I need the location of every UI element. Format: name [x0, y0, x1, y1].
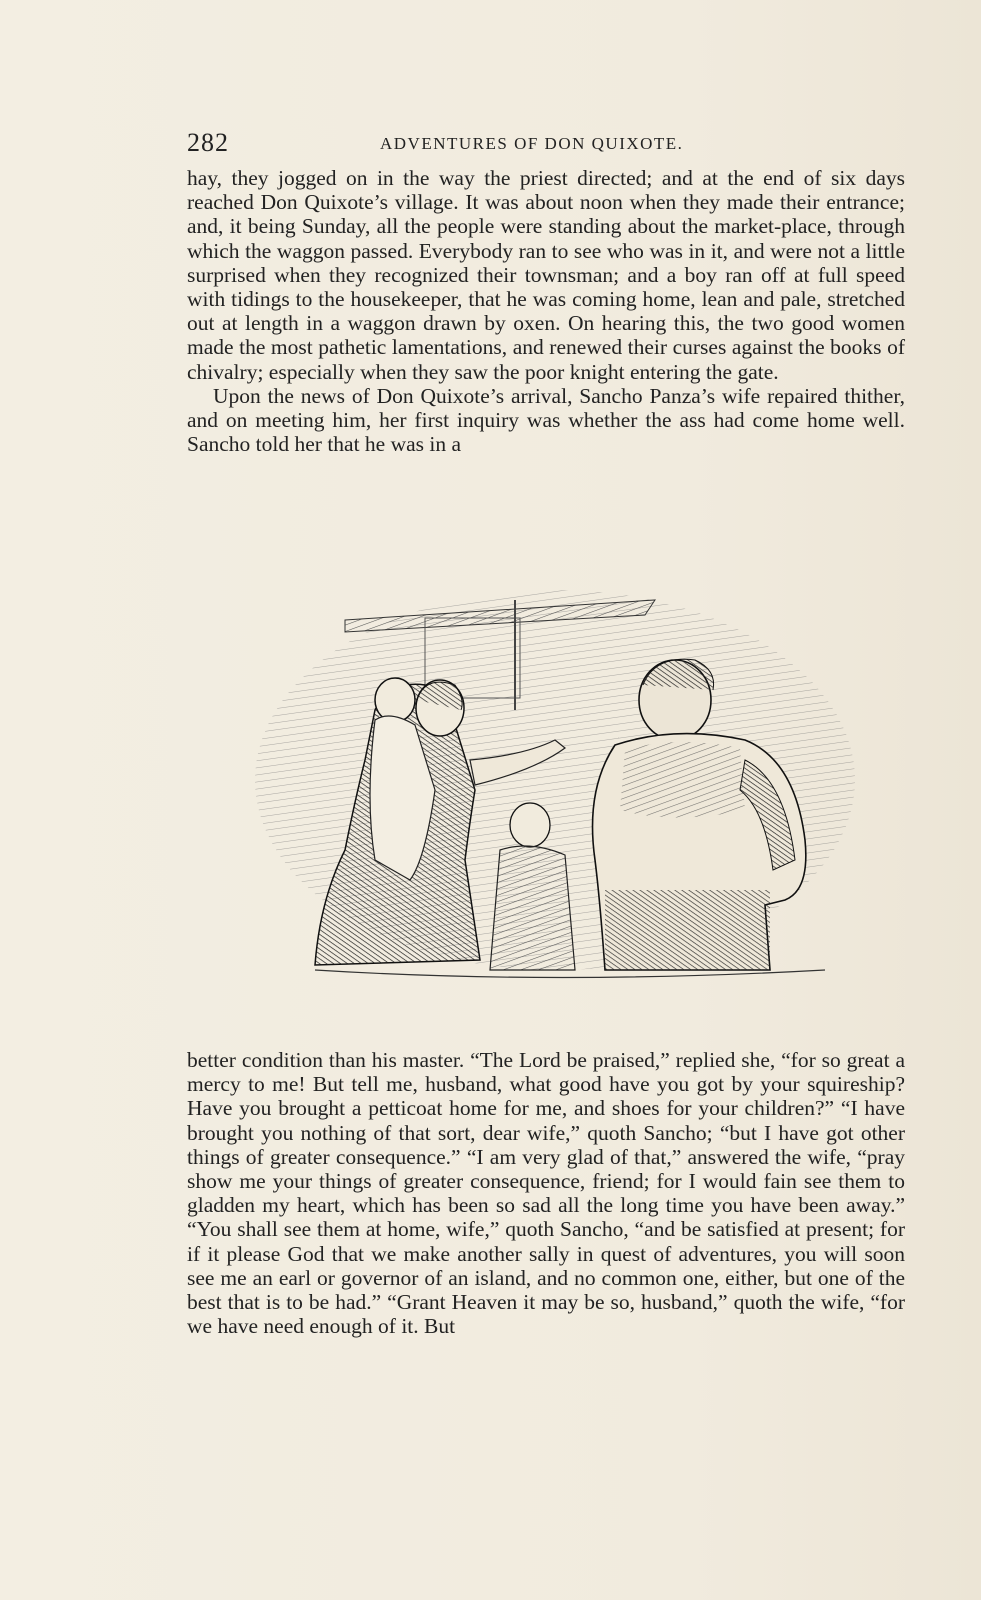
page-header	[187, 128, 907, 158]
body-text-bottom	[187, 1048, 905, 1338]
page-number: 282	[187, 128, 229, 157]
paragraph: Upon the news of Don Quixote’s arrival, Sancho Panza’s wife repaired thither, and on meeting him, her first inquiry was whether the ass had come home well. Sancho told her that he was in a	[187, 383, 905, 457]
running-head: ADVENTURES OF DON QUIXOTE.	[380, 134, 684, 153]
ground-line	[315, 970, 825, 978]
paragraph: better condition than his master. “The Lord be praised,” replied she, “for so great a mercy to me! But tell me, husband, what good have you got by your squireship? Have you brought a petticoat home for me, and shoes for your children?” “I have brought you nothing of that sort, dear wife,” quoth Sancho; “but I have got other things of greater consequence.” “I am very glad of that,” answered the wife, “pray show me your things of greater consequence, friend; for I would fain see them to gladden my heart, which has been so sad all the long time you have been away.” “You shall see them at home, wife,” quoth Sancho, “and be satisfied at present; for if it please God that we make another sally in quest of adventures, you will soon see me an earl or governor of an island, and no common one, either, but one of the best that is to be had.” “Grant Heaven it may be so, husband,” quoth the wife, “for we have need enough of it. But	[187, 1048, 905, 1339]
engraving-svg	[225, 560, 865, 1000]
body-text-top	[187, 166, 905, 456]
small-child-head	[510, 803, 550, 847]
child-head	[375, 678, 415, 722]
sancho-legs	[605, 890, 770, 970]
paragraph: hay, they jogged on in the way the priest directed; and at the end of six days reached Don Quixote’s village. It was about noon when they made their entrance; and, it being Sunday, all the people were standing about the market-place, through which the waggon passed. Everybody ran to see who was in it, and were not a little surprised when they recognized their townsman; and a boy ran off at full speed with tidings to the housekeeper, that he was coming home, lean and pale, stretched out at length in a waggon drawn by oxen. On hearing this, the two good women made the most pathetic lamentations, and renewed their curses against the books of chivalry; especially when they saw the poor knight entering the gate.	[187, 166, 905, 384]
engraving-illustration	[225, 560, 865, 1000]
small-child-body	[490, 846, 575, 970]
